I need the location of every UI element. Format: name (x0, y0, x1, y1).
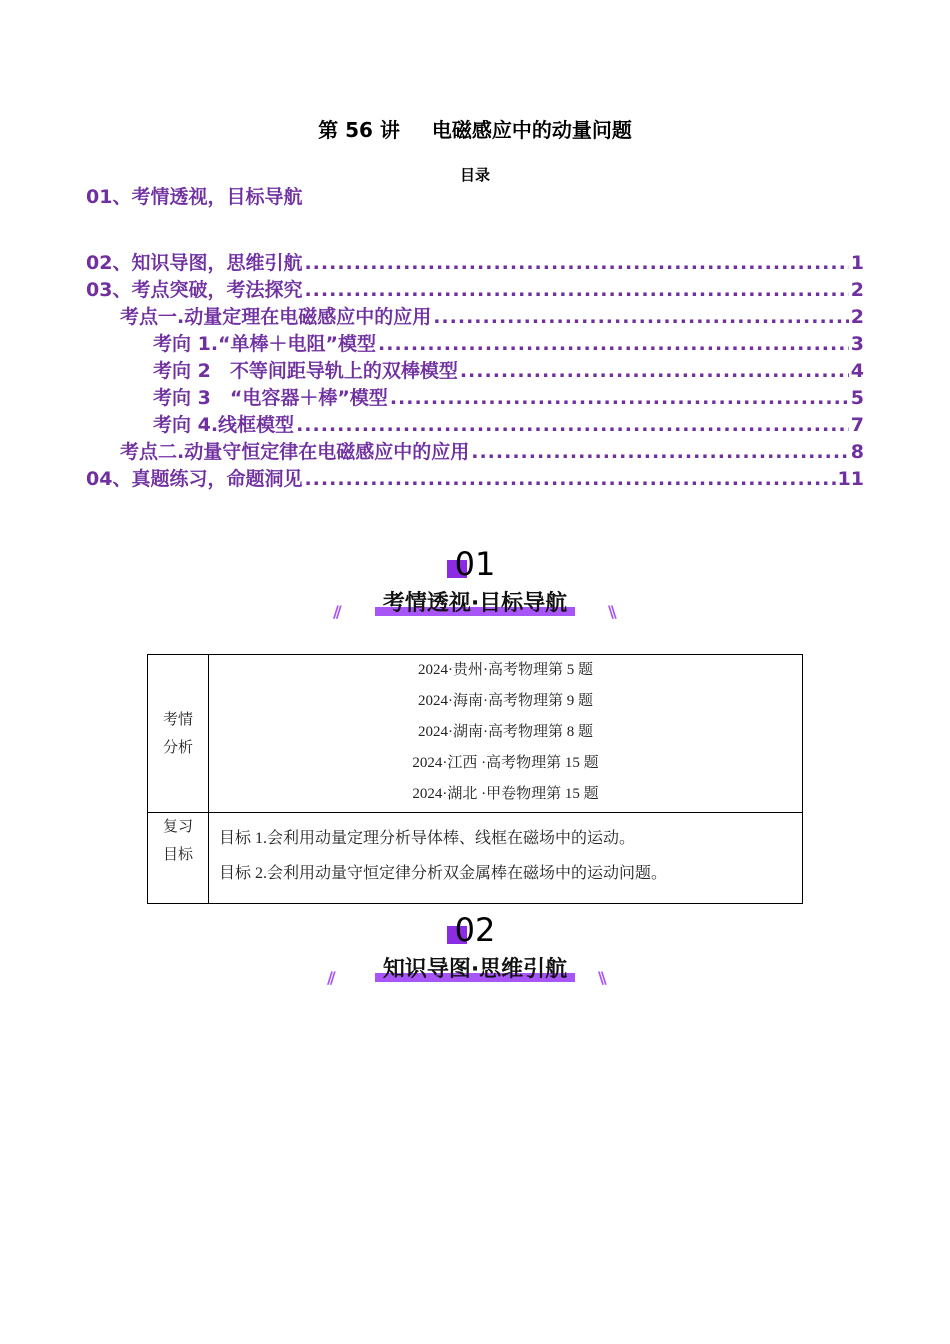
toc-item-label: 考向 3 “电容器＋棒”模型 (153, 387, 388, 409)
toc-item-label: 考向 2 不等间距导轨上的双棒模型 (153, 360, 458, 382)
toc-item[interactable] (120, 439, 864, 466)
goal-item: 目标 1.会利用动量定理分析导体棒、线框在磁场中的运动。 (219, 830, 636, 847)
toc-item-label: 考点一.动量定理在电磁感应中的应用 (120, 306, 432, 328)
toc-item-page: 8 (850, 441, 864, 463)
analysis-header-line: 分析 (162, 739, 193, 756)
toc-item-label: 考向 4.线框模型 (153, 414, 295, 436)
toc-item[interactable] (153, 331, 864, 358)
slash-left-icon: // (333, 602, 339, 621)
toc-item-page: 7 (850, 414, 864, 436)
toc-item-label: 04、真题练习，命题洞见 (86, 468, 303, 490)
toc-item[interactable] (120, 304, 864, 331)
table-row (148, 813, 803, 904)
toc-item[interactable] (153, 412, 864, 439)
toc-leader (304, 250, 848, 277)
section-label: 考情透视·目标导航 (375, 590, 575, 618)
toc-leader (304, 466, 835, 493)
table-row (148, 655, 803, 813)
sources-cell (209, 655, 803, 813)
goal-item: 目标 2.会利用动量守恒定律分析双金属棒在磁场中的运动问题。 (219, 865, 668, 882)
goals-header-line: 复习 (162, 819, 193, 835)
toc-item[interactable] (86, 277, 864, 304)
toc-item-page: 4 (850, 360, 864, 382)
goals-header-cell (148, 813, 209, 904)
lecture-number: 第 56 讲 (318, 118, 400, 142)
toc-heading: 目录 (459, 166, 490, 184)
toc-leader (433, 304, 849, 331)
source-item: 2024·江西 ·高考物理第 15 题 (412, 755, 599, 771)
slash-right-icon: \\ (598, 968, 604, 987)
source-item: 2024·贵州·高考物理第 5 题 (418, 662, 593, 678)
toc-item-page: 1 (850, 252, 864, 274)
analysis-header-cell (148, 655, 209, 813)
analysis-header-line: 考情 (162, 711, 193, 728)
goals-cell (209, 813, 803, 904)
slash-right-icon: \\ (608, 602, 614, 621)
section-label: 知识导图·思维引航 (375, 956, 575, 984)
toc-item-page: 2 (850, 279, 864, 301)
toc-item-page: 3 (850, 333, 864, 355)
lecture-topic: 电磁感应中的动量问题 (431, 118, 632, 142)
toc-item-overview[interactable]: 01、考情透视，目标导航 (86, 186, 303, 208)
toc-item-label: 03、考点突破，考法探究 (86, 279, 303, 301)
section-number: 02 (455, 914, 496, 946)
source-item: 2024·湖北 ·甲卷物理第 15 题 (412, 786, 599, 802)
toc-item-label: 考向 1.“单棒＋电阻”模型 (153, 333, 377, 355)
toc-leader (471, 439, 849, 466)
section-number: 01 (455, 548, 496, 580)
toc-item[interactable] (153, 385, 864, 412)
toc-leader (390, 385, 849, 412)
toc-item-page: 5 (850, 387, 864, 409)
toc-item-page: 11 (837, 468, 864, 490)
toc-item[interactable] (86, 466, 864, 493)
analysis-table (147, 654, 803, 904)
toc-item-page: 2 (850, 306, 864, 328)
toc-leader (296, 412, 849, 439)
toc-item-label: 02、知识导图，思维引航 (86, 252, 303, 274)
toc-leader (378, 331, 849, 358)
source-item: 2024·海南·高考物理第 9 题 (418, 693, 593, 709)
goals-header-line: 目标 (162, 847, 193, 863)
toc-item-label: 考点二.动量守恒定律在电磁感应中的应用 (120, 441, 470, 463)
source-item: 2024·湖南·高考物理第 8 题 (418, 724, 593, 740)
toc-item[interactable] (86, 250, 864, 277)
toc-leader (460, 358, 849, 385)
toc-item[interactable] (153, 358, 864, 385)
toc-leader (304, 277, 848, 304)
slash-left-icon: // (327, 968, 333, 987)
page-title (0, 114, 950, 143)
